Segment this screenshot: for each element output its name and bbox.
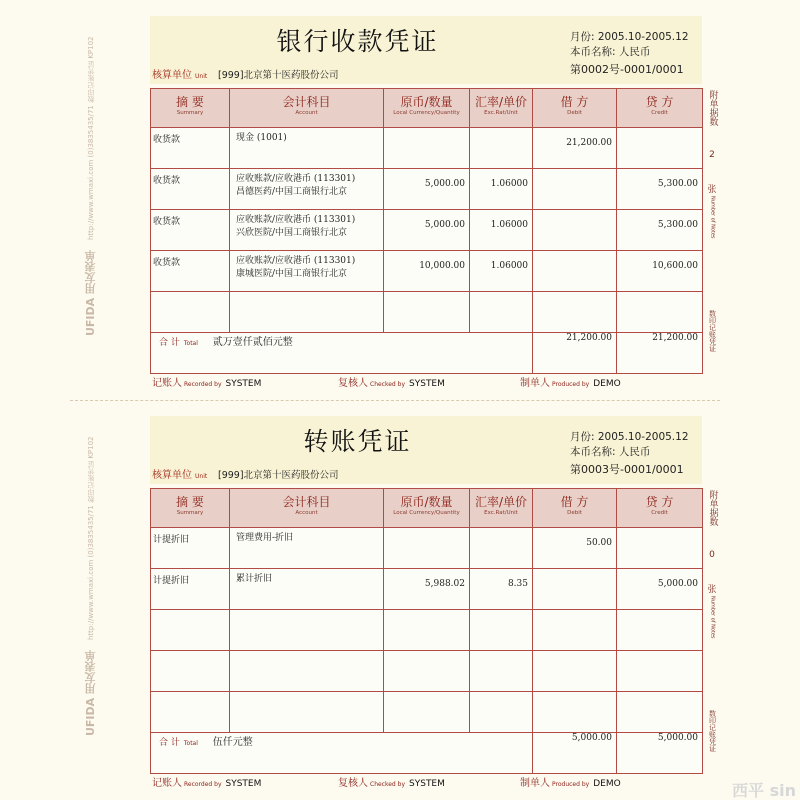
checker: 复核人 Checked by SYSTEM [338, 778, 445, 789]
row-rate [470, 292, 532, 302]
period: 月份: 2005.10-2005.12 [570, 31, 689, 43]
column-header-cn: 会计科目 [282, 495, 331, 509]
column-header-en: Credit [651, 110, 668, 116]
row-account [230, 692, 383, 696]
unit-value: [999]北京第十医药股份公司 [218, 70, 339, 81]
total-label: 合 计 Total 伍仟元整 [151, 733, 533, 774]
row-account [230, 169, 383, 199]
row-credit: 10,600.00 [652, 261, 698, 271]
total-debit: 21,200.00 [566, 333, 612, 343]
row-rate [470, 692, 532, 702]
row-debit [533, 210, 616, 220]
row-account-line1: 现金 (1001) [236, 133, 287, 143]
table-cell [470, 251, 533, 292]
table-cell [470, 569, 533, 610]
table-cell [617, 251, 703, 292]
row-account [230, 569, 383, 586]
table-cell [151, 569, 230, 610]
row-summary [151, 651, 229, 655]
column-header-en: Summary [176, 110, 204, 116]
row-account [230, 610, 383, 614]
voucher-table [150, 88, 703, 374]
table-row [151, 210, 703, 251]
column-header-en: Local Currency/Quantity [393, 110, 460, 116]
column-header-en: Debit [567, 510, 582, 516]
row-credit: 5,300.00 [657, 220, 698, 230]
table-cell [151, 251, 230, 292]
column-header [470, 489, 533, 528]
row-debit [533, 610, 616, 620]
table-row [151, 692, 703, 733]
table-cell [533, 169, 617, 210]
column-header-cn: 借 方 [560, 95, 589, 109]
attach-count: 0 [709, 550, 715, 560]
row-rate: 1.06000 [490, 220, 528, 230]
row-summary [151, 292, 229, 296]
row-debit [533, 169, 616, 179]
currency-name: 本币名称: 人民币 [570, 46, 651, 58]
total-debit: 5,000.00 [571, 733, 612, 743]
row-credit: 5,000.00 [657, 579, 698, 589]
row-debit [533, 692, 616, 702]
column-header-cn: 原币/数量 [400, 495, 453, 509]
table-cell [617, 169, 703, 210]
column-header-cn: 借 方 [560, 495, 589, 509]
row-credit [617, 292, 702, 302]
table-cell [151, 528, 230, 569]
column-header [617, 89, 703, 128]
column-header-cn: 会计科目 [282, 95, 331, 109]
row-debit [533, 569, 616, 579]
maker: 制单人 Produced by DEMO [520, 778, 621, 789]
row-summary: 计提折旧 [153, 576, 190, 586]
attach-label: 附单据数 [707, 490, 718, 526]
table-row [151, 651, 703, 692]
table-cell [617, 692, 703, 733]
table-row [151, 128, 703, 169]
table-cell [230, 169, 384, 210]
column-header [151, 89, 230, 128]
table-header [151, 489, 703, 528]
row-rate [470, 610, 532, 620]
row-debit [533, 651, 616, 661]
table-cell [151, 210, 230, 251]
column-header-en: Exc.Rat/Unit [484, 510, 518, 516]
table-cell [617, 651, 703, 692]
table-row [151, 528, 703, 569]
table-cell [384, 651, 470, 692]
row-summary: 收货款 [153, 176, 181, 186]
table-cell [533, 292, 617, 333]
period: 月份: 2005.10-2005.12 [570, 431, 689, 443]
row-debit: 21,200.00 [566, 138, 612, 148]
table-cell [151, 169, 230, 210]
row-original-amount: 5,988.02 [424, 579, 465, 589]
column-header [384, 89, 470, 128]
table-cell [384, 610, 470, 651]
row-account-line2: 兴欣医院/中国工商银行北京 [236, 228, 348, 238]
table-cell [470, 292, 533, 333]
total-in-words: 伍仟元整 [212, 737, 253, 748]
row-summary [151, 610, 229, 614]
row-summary [151, 692, 229, 696]
table-cell [533, 251, 617, 292]
maker: 制单人 Produced by DEMO [520, 378, 621, 389]
side-right-text: 数印记账凭证 [708, 310, 717, 352]
table-cell [617, 610, 703, 651]
table-row [151, 569, 703, 610]
table-cell [470, 128, 533, 169]
unit-label: 核算单位 Unit [152, 470, 208, 481]
row-summary: 收货款 [153, 217, 181, 227]
sheets-label: 张 Number of Notes [707, 185, 717, 239]
row-original-amount [384, 128, 469, 138]
row-credit [617, 610, 702, 620]
row-original-amount [384, 292, 469, 302]
table-cell [151, 651, 230, 692]
table-cell [533, 128, 617, 169]
voucher-transfer [0, 400, 800, 800]
column-header-en: Local Currency/Quantity [393, 510, 460, 516]
table-cell [470, 610, 533, 651]
voucher-number: 第0003号-0001/0001 [570, 463, 684, 476]
side-brand: UFIDA 用友表单 [84, 650, 97, 737]
bookkeeper: 记账人 Recorded by SYSTEM [152, 778, 262, 789]
row-rate [470, 651, 532, 661]
table-cell [230, 251, 384, 292]
row-account [230, 292, 383, 296]
side-url: http://www.wmaxi.com (0)3835435/71 数印记账凭证 KP102 [87, 436, 95, 640]
table-cell [230, 128, 384, 169]
table-cell [230, 692, 384, 733]
row-original-amount: 5,000.00 [424, 179, 465, 189]
row-account-line1: 管理费用-折旧 [236, 533, 294, 543]
column-header-cn: 贷 方 [645, 95, 674, 109]
column-header [470, 89, 533, 128]
row-rate: 8.35 [507, 579, 528, 589]
row-account [230, 651, 383, 655]
table-cell [151, 128, 230, 169]
table-cell [151, 292, 230, 333]
column-header-en: Summary [176, 510, 204, 516]
row-account-line1: 应收账款/应收港币 (113301) [236, 174, 356, 184]
row-rate [470, 528, 532, 538]
attach-count: 2 [709, 150, 715, 160]
currency-name: 本币名称: 人民币 [570, 446, 651, 458]
row-summary: 收货款 [153, 135, 181, 145]
table-cell [533, 692, 617, 733]
table-cell [470, 651, 533, 692]
row-original-amount: 5,000.00 [424, 220, 465, 230]
table-cell [151, 610, 230, 651]
column-header [617, 489, 703, 528]
row-account-line2: 康城医院/中国工商银行北京 [236, 269, 348, 279]
table-cell [384, 251, 470, 292]
voucher-title: 转账凭证 [303, 427, 412, 456]
column-header-en: Exc.Rat/Unit [484, 110, 518, 116]
row-summary: 计提折旧 [153, 535, 190, 545]
row-credit [617, 128, 702, 138]
row-account-line1: 应收账款/应收港币 (113301) [236, 215, 356, 225]
total-credit: 21,200.00 [652, 333, 698, 343]
row-rate [470, 128, 532, 138]
sheets-label: 张 Number of Notes [707, 585, 717, 639]
column-header [533, 89, 617, 128]
table-row [151, 292, 703, 333]
row-account-line2: 昌德医药/中国工商银行北京 [236, 187, 348, 197]
table-row [151, 169, 703, 210]
table-cell [384, 169, 470, 210]
side-url: http://www.wmaxi.com (0)3835435/71 数印记账凭证 KP102 [87, 36, 95, 240]
bookkeeper: 记账人 Recorded by SYSTEM [152, 378, 262, 389]
table-cell [384, 528, 470, 569]
column-header-en: Debit [567, 110, 582, 116]
table-cell [230, 569, 384, 610]
attach-label: 附单据数 [707, 90, 718, 126]
row-account-line1: 应收账款/应收港币 (113301) [236, 256, 356, 266]
total-row [151, 733, 703, 774]
table-cell [384, 292, 470, 333]
table-header [151, 89, 703, 128]
table-cell [470, 692, 533, 733]
table-cell [617, 528, 703, 569]
column-header [230, 489, 384, 528]
row-account [230, 528, 383, 545]
row-original-amount [384, 528, 469, 538]
column-header-cn: 汇率/单价 [474, 495, 528, 509]
column-header-cn: 摘 要 [176, 495, 204, 509]
column-header-en: Credit [651, 510, 668, 516]
voucher-table [150, 488, 703, 774]
table-cell [230, 651, 384, 692]
row-original-amount [384, 692, 469, 702]
row-rate: 1.06000 [490, 261, 528, 271]
table-cell [533, 569, 617, 610]
row-summary: 收货款 [153, 258, 181, 268]
row-account [230, 210, 383, 240]
voucher-number: 第0002号-0001/0001 [570, 63, 684, 76]
column-header [533, 489, 617, 528]
unit-value: [999]北京第十医药股份公司 [218, 470, 339, 481]
column-header-cn: 贷 方 [645, 495, 674, 509]
table-cell [384, 692, 470, 733]
table-cell [151, 692, 230, 733]
table-cell [533, 528, 617, 569]
table-cell [230, 210, 384, 251]
column-header [384, 489, 470, 528]
row-account [230, 251, 383, 281]
row-original-amount [384, 610, 469, 620]
checker: 复核人 Checked by SYSTEM [338, 378, 445, 389]
column-header [151, 489, 230, 528]
row-original-amount: 10,000.00 [419, 261, 465, 271]
table-cell [384, 128, 470, 169]
column-header-cn: 汇率/单价 [474, 95, 528, 109]
table-cell [533, 651, 617, 692]
column-header-en: Account [295, 110, 318, 116]
table-cell [470, 169, 533, 210]
column-header-cn: 摘 要 [176, 95, 204, 109]
row-credit [617, 528, 702, 538]
row-rate: 1.06000 [490, 179, 528, 189]
total-row [151, 333, 703, 374]
column-header-en: Account [295, 510, 318, 516]
row-credit [617, 692, 702, 702]
side-brand: UFIDA 用友表单 [84, 250, 97, 337]
table-cell [230, 528, 384, 569]
table-cell [384, 210, 470, 251]
total-in-words: 贰万壹仟贰佰元整 [212, 337, 293, 348]
row-credit: 5,300.00 [657, 179, 698, 189]
table-cell [230, 610, 384, 651]
row-original-amount [384, 651, 469, 661]
table-row [151, 610, 703, 651]
table-cell [617, 292, 703, 333]
watermark: 西平 sin [732, 781, 796, 800]
row-credit [617, 651, 702, 661]
table-row [151, 251, 703, 292]
column-header-cn: 原币/数量 [400, 95, 453, 109]
table-cell [533, 610, 617, 651]
table-cell [230, 292, 384, 333]
row-debit: 50.00 [586, 538, 612, 548]
table-cell [384, 569, 470, 610]
side-right-text: 数印记账凭证 [708, 710, 717, 752]
row-debit [533, 251, 616, 261]
unit-label: 核算单位 Unit [152, 70, 208, 81]
column-header [230, 89, 384, 128]
table-cell [617, 569, 703, 610]
row-account-line1: 累计折旧 [236, 574, 273, 584]
table-cell [470, 528, 533, 569]
total-label: 合 计 Total 贰万壹仟贰佰元整 [151, 333, 533, 374]
table-cell [617, 128, 703, 169]
row-account [230, 128, 383, 145]
table-cell [533, 210, 617, 251]
row-debit [533, 292, 616, 302]
table-cell [617, 210, 703, 251]
table-cell [470, 210, 533, 251]
voucher-title: 银行收款凭证 [276, 27, 439, 56]
total-credit: 5,000.00 [657, 733, 698, 743]
